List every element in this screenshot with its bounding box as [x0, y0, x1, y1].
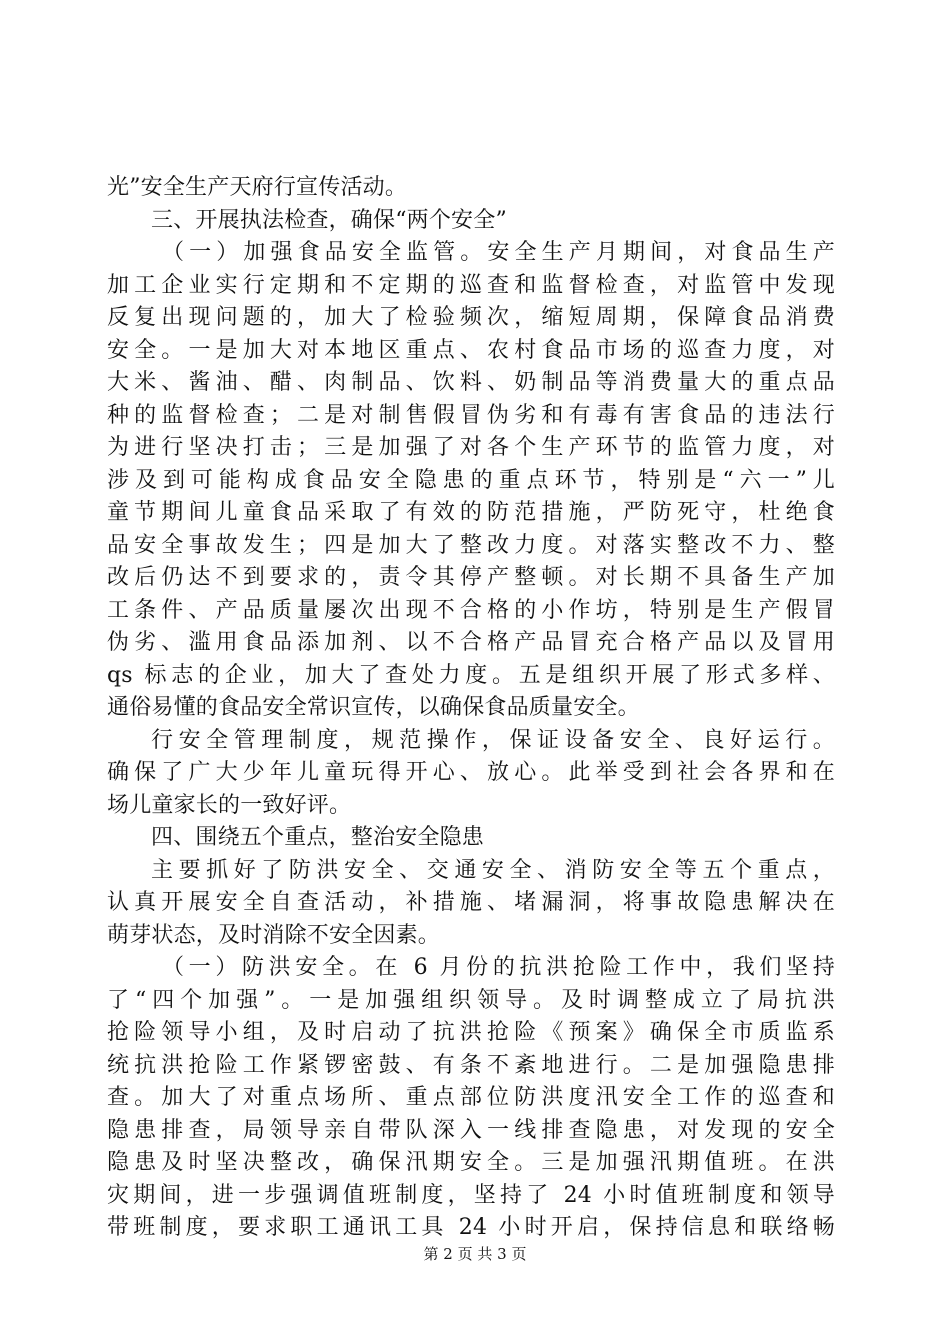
text-line: 童节期间儿童食品采取了有效的防范措施，严防死守，杜绝食 [107, 500, 835, 525]
text-line: （一）防洪安全。在 6 月份的抗洪抢险工作中，我们坚持 [162, 955, 835, 980]
text-line: 了“四个加强”。一是加强组织领导。及时调整成立了局抗洪 [107, 987, 835, 1013]
text-line: 为进行坚决打击；三是加强了对各个生产环节的监管力度，对 [107, 435, 835, 460]
text-line: 主要抓好了防洪安全、交通安全、消防安全等五个重点， [151, 857, 835, 883]
text-line: 三、开展执法检查，确保“两个安全” [151, 207, 507, 233]
text-line: 伪劣、滥用食品添加剂、以不合格产品冒充合格产品以及冒用 [107, 630, 835, 655]
text-line: 加工企业实行定期和不定期的巡查和监督检查，对监管中发现 [107, 272, 835, 298]
text-line: 萌芽状态，及时消除不安全因素。 [107, 922, 441, 948]
text-line: 涉及到可能构成食品安全隐患的重点环节，特别是“六一”儿 [107, 467, 835, 493]
text-line: 场儿童家长的一致好评。 [107, 792, 352, 818]
text-line: 统抗洪抢险工作紧锣密鼓、有条不紊地进行。二是加强隐患排 [107, 1052, 835, 1078]
text-line: 确保了广大少年儿童玩得开心、放心。此举受到社会各界和在 [107, 760, 835, 785]
page-footer: 第 2 页 共 3 页 [423, 1245, 527, 1263]
text-line: 抢险领导小组，及时启动了抗洪抢险《预案》确保全市质监系 [107, 1020, 835, 1045]
text-line: 安全。一是加大对本地区重点、农村食品市场的巡查力度，对 [107, 337, 835, 363]
text-line: （一）加强食品安全监管。安全生产月期间，对食品生产 [162, 240, 835, 265]
text-line: qs 标志的企业，加大了查处力度。五是组织开展了形式多样、 [107, 662, 835, 688]
text-line: 认真开展安全自查活动，补措施、堵漏洞，将事故隐患解决在 [107, 890, 835, 915]
text-line: 隐患排查，局领导亲自带队深入一线排查隐患，对发现的安全 [107, 1117, 835, 1143]
text-line: 灾期间，进一步强调值班制度，坚持了 24 小时值班制度和领导 [107, 1182, 835, 1208]
text-line: 隐患及时坚决整改，确保汛期安全。三是加强汛期值班。在洪 [107, 1150, 835, 1175]
text-line: 反复出现问题的，加大了检验频次，缩短周期，保障食品消费 [107, 305, 835, 330]
text-line: 查。加大了对重点场所、重点部位防洪度汛安全工作的巡查和 [107, 1085, 835, 1110]
text-line: 带班制度，要求职工通讯工具 24 小时开启，保持信息和联络畅 [107, 1215, 835, 1240]
text-line: 光”安全生产天府行宣传活动。 [107, 175, 408, 200]
text-line: 品安全事故发生；四是加大了整改力度。对落实整改不力、整 [107, 532, 835, 558]
text-line: 大米、酱油、醋、肉制品、饮料、奶制品等消费量大的重点品 [107, 370, 835, 395]
text-line: 种的监督检查；二是对制售假冒伪劣和有毒有害食品的违法行 [107, 402, 835, 428]
body-text [107, 172, 835, 1245]
text-line: 通俗易懂的食品安全常识宣传，以确保食品质量安全。 [107, 695, 640, 720]
text-line: 四、围绕五个重点，整治安全隐患 [151, 825, 485, 850]
text-line: 行安全管理制度，规范操作，保证设备安全、良好运行。 [151, 727, 835, 753]
text-line: 改后仍达不到要求的，责令其停产整顿。对长期不具备生产加 [107, 565, 835, 590]
text-line: 工条件、产品质量屡次出现不合格的小作坊，特别是生产假冒 [107, 597, 835, 623]
